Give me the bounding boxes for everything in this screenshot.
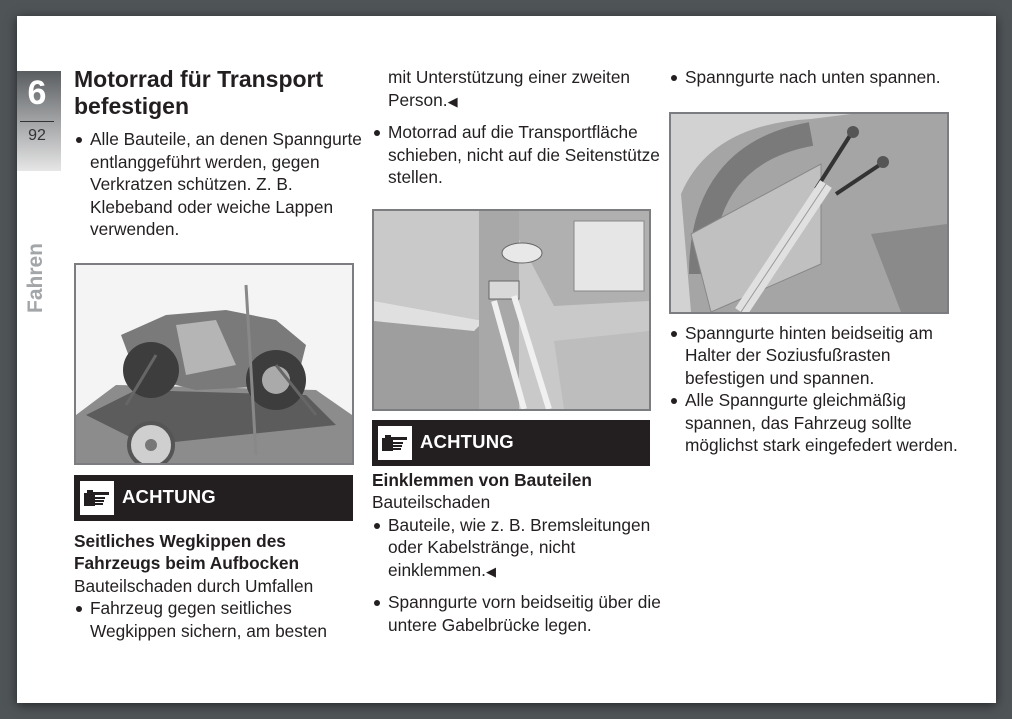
list-item: Fahrzeug gegen seitliches Wegkippen sichern, am besten [74, 597, 364, 642]
list-item: Alle Bauteile, an denen Spanngurte entlanggeführt werden, gegen Verkratzen schützen. Z. B. Klebeband oder weiche Lappen verwenden. [74, 128, 364, 241]
warning-subtitle: Bauteilschaden [372, 492, 491, 512]
page-number: 92 [28, 127, 46, 144]
fork-bridge-straps-image [374, 211, 649, 409]
list-item: Spanngurte nach unten spannen. [669, 66, 959, 89]
figure-rear-straps [669, 112, 949, 314]
continued-text: mit Unterstützung einer zweiten Person.◀ [388, 67, 631, 110]
chapter-divider [20, 121, 54, 122]
end-marker-icon: ◀ [485, 563, 496, 579]
chapter-tab [17, 71, 61, 171]
list-item: Spanngurte vorn beidseitig über die untere Gabelbrücke legen. [372, 591, 662, 636]
warning-label: ACHTUNG [420, 431, 514, 453]
list-item: Alle Spanngurte gleichmäßig spannen, das Fahrzeug sollte möglichst stark eingefedert werden. [669, 389, 959, 457]
warning-label: ACHTUNG [122, 486, 216, 508]
end-marker-icon: ◀ [447, 93, 458, 109]
chapter-number: 6 [27, 74, 47, 112]
page-title: Motorrad für Transport befestigen [74, 66, 324, 119]
warning-banner [372, 420, 650, 466]
warning-heading: Seitliches Wegkippen des Fahrzeugs beim Aufbocken [74, 530, 300, 573]
figure-fork-bridge [372, 209, 651, 411]
warning-banner [74, 475, 353, 521]
rear-footrest-straps-image [671, 114, 947, 312]
list-item: Motorrad auf die Transportfläche schieben, nicht auf die Seitenstütze stellen. [372, 121, 662, 189]
manual-page [17, 16, 996, 703]
warning-subtitle: Bauteilschaden durch Umfallen [74, 575, 314, 596]
list-item: Bauteile, wie z. B. Bremsleitungen oder Kabelstränge, nicht einklemmen.◀ [372, 514, 662, 584]
column-2 [372, 66, 662, 636]
motorcycle-on-trailer-image [76, 265, 352, 463]
pointing-hand-icon [80, 481, 114, 515]
list-item: Spanngurte hinten beidseitig am Halter der Soziusfußrasten befestigen und spannen. [669, 322, 959, 390]
figure-trailer [74, 263, 354, 465]
column-3 [669, 66, 959, 457]
section-label: Fahren [24, 242, 47, 313]
column-1 [74, 66, 364, 642]
warning-heading: Einklemmen von Bauteilen [372, 469, 592, 490]
pointing-hand-icon [378, 426, 412, 460]
